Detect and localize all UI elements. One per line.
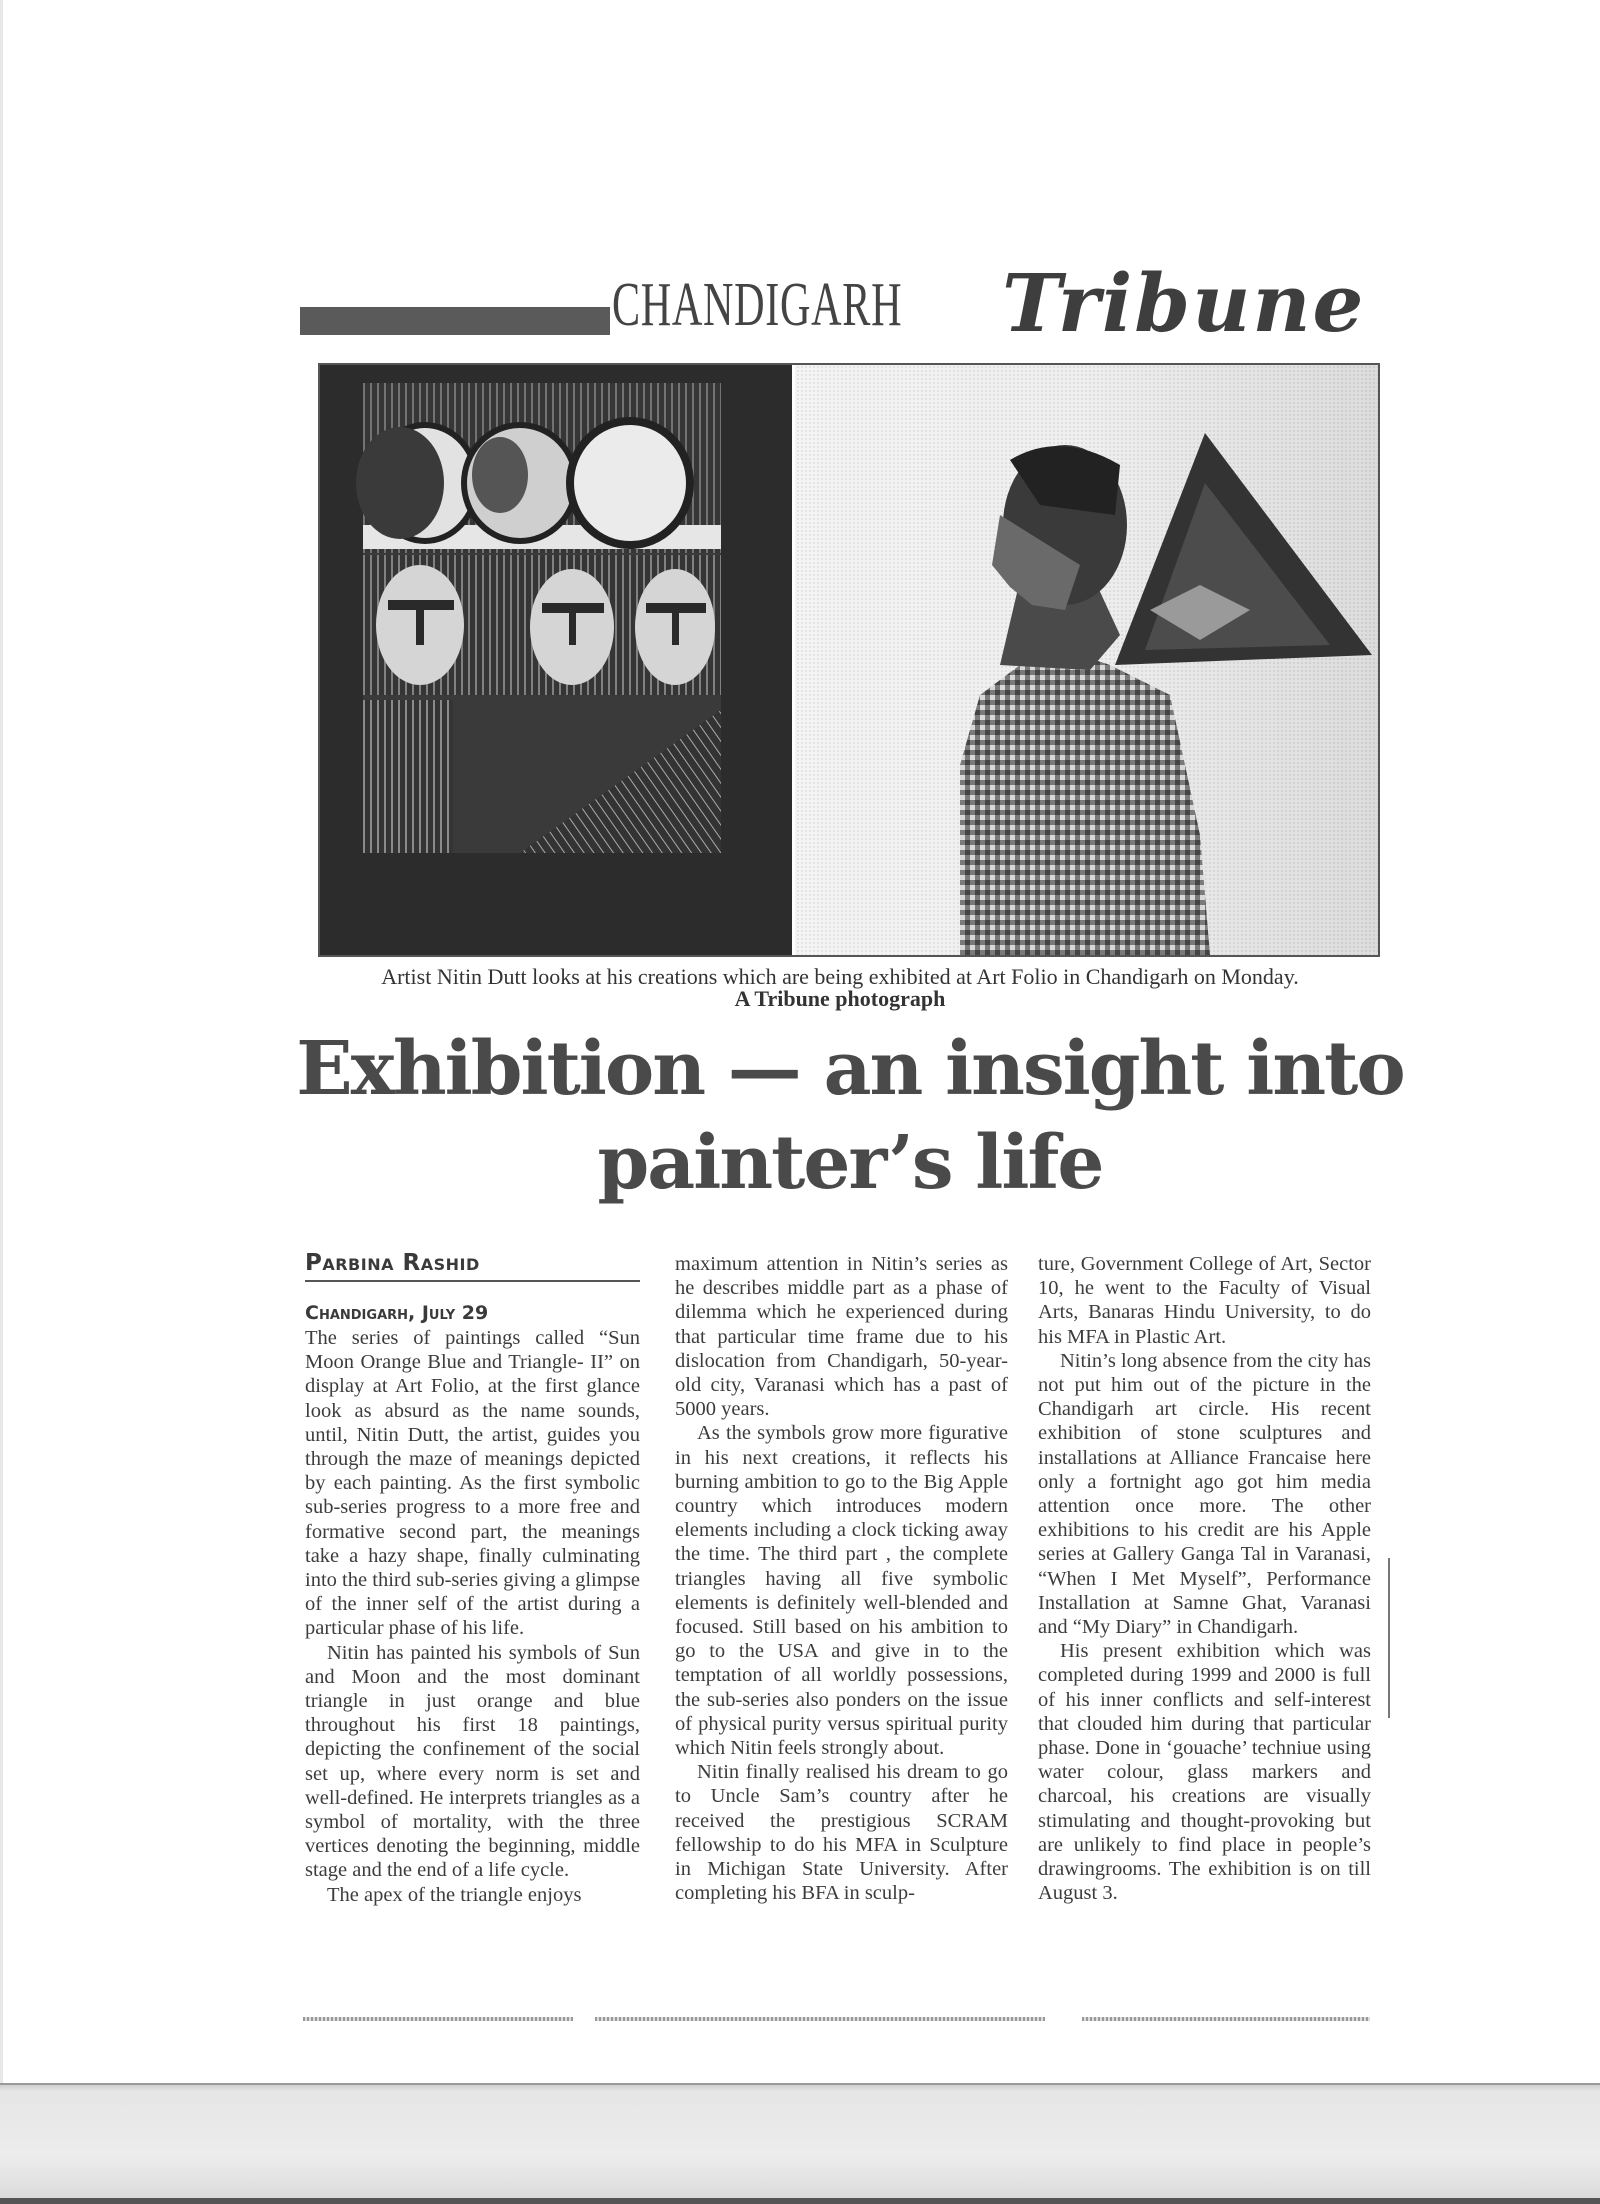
- masthead-bar: [300, 307, 610, 335]
- scanner-edge: [0, 2198, 1600, 2204]
- masthead-paper-name: Tribune: [1002, 256, 1366, 350]
- byline: Parbina Rashid: [305, 1250, 640, 1282]
- painting-left: [320, 365, 792, 955]
- photo-artwork: [320, 365, 1378, 955]
- bottom-rule: [595, 2017, 1045, 2021]
- photo-credit: A Tribune photograph: [734, 986, 946, 1011]
- artist-portrait: [795, 365, 1378, 955]
- masthead: [300, 256, 1450, 350]
- page-edge: [0, 0, 3, 2202]
- article-headline: Exhibition — an insight into painter’s life: [296, 1026, 1404, 1206]
- paragraph: maximum attention in Nitin’s series as he describes middle part as a phase of dilemma which he experienced during that particular time frame due to his dislocation from Chandigarh, 50-year-old city, Varanasi which has a past of 5000 years.: [675, 1253, 1008, 1421]
- article-column-2: [675, 1252, 1008, 1905]
- paragraph: ture, Government College of Art, Sector 10, he went to the Faculty of Visual Arts, Banaras Hindu University, to do his MFA in Plastic Art.: [1038, 1253, 1371, 1348]
- photo-caption-text: Artist Nitin Dutt looks at his creations which are being exhibited at Art Folio in Chandigarh on Monday.: [381, 964, 1299, 989]
- paragraph: Nitin’s long absence from the city has not put him out of the picture in the Chandigarh art circle. His recent exhibition of stone sculptures and installations at Alliance Francaise here only a fortnight ago got him media attention once more. The other exhibitions to his credit are his Apple series at Gallery Ganga Tal in Varanasi, “When I Met Myself”, Performance Installation at Samne Ghat, Varanasi and “My Diary” in Chandigarh.: [1038, 1349, 1371, 1639]
- paragraph: The apex of the triangle enjoys: [327, 1883, 582, 1906]
- news-photo: [318, 363, 1380, 957]
- article-column-3: [1038, 1252, 1371, 1905]
- dateline: Chandigarh, July 29: [305, 1302, 489, 1324]
- paragraph: Nitin has painted his symbols of Sun and Moon and the most dominant triangle in just orange and blue throughout his first 18 paintings, depicting the confinement of the social set up, where every norm is set and well-defined. He interprets triangles as a symbol of mortality, with the three vertices denoting the beginning, middle stage and the end of a life cycle.: [305, 1641, 640, 1882]
- scanner-bed: [0, 2083, 1600, 2204]
- margin-mark: [1388, 1558, 1390, 1718]
- paragraph: The series of paintings called “Sun Moon Orange Blue and Triangle- II” on display at Art Folio, at the first glance look as absurd as the name sounds, until, Nitin Dutt, the artist, guides you through the maze of meanings depicted by each painting. As the first symbolic sub-series progress to a more free and formative second part, the meanings take a hazy shape, finally culminating into the third sub-series giving a glimpse of the inner self of the artist during a particular phase of his life.: [305, 1327, 640, 1640]
- paragraph: His present exhibition which was completed during 1999 and 2000 is full of his inner conflicts and self-interest that clouded him during that particular phase. Done in ‘gouache’ techniue using water colour, glass markers and charcoal, his creations are visually stimulating and thought-provoking but are unlikely to find place in people’s drawingrooms. The exhibition is on till August 3.: [1038, 1640, 1371, 1905]
- article-column-1: [305, 1250, 640, 1907]
- paragraph: As the symbols grow more figurative in his next creations, it reflects his burning ambition to go to the Big Apple country which introduces modern elements including a clock ticking away the time. The third part , the complete triangles having all five symbolic elements is definitely well-blended and focused. Still based on his ambition to go to the USA and give in to the temptation of all worldly possessions, the sub-series also ponders on the issue of physical purity versus spiritual purity which Nitin feels strongly about.: [675, 1422, 1008, 1760]
- masthead-city: CHANDIGARH: [612, 271, 903, 339]
- bottom-rule: [1082, 2017, 1370, 2021]
- bottom-rule: [303, 2017, 573, 2021]
- photo-caption: [290, 966, 1390, 1010]
- paragraph: Nitin finally realised his dream to go to Uncle Sam’s country after he received the prestigious SCRAM fellowship to do his MFA in Sculpture in Michigan State University. After completing his BFA in sculp-: [675, 1761, 1008, 1905]
